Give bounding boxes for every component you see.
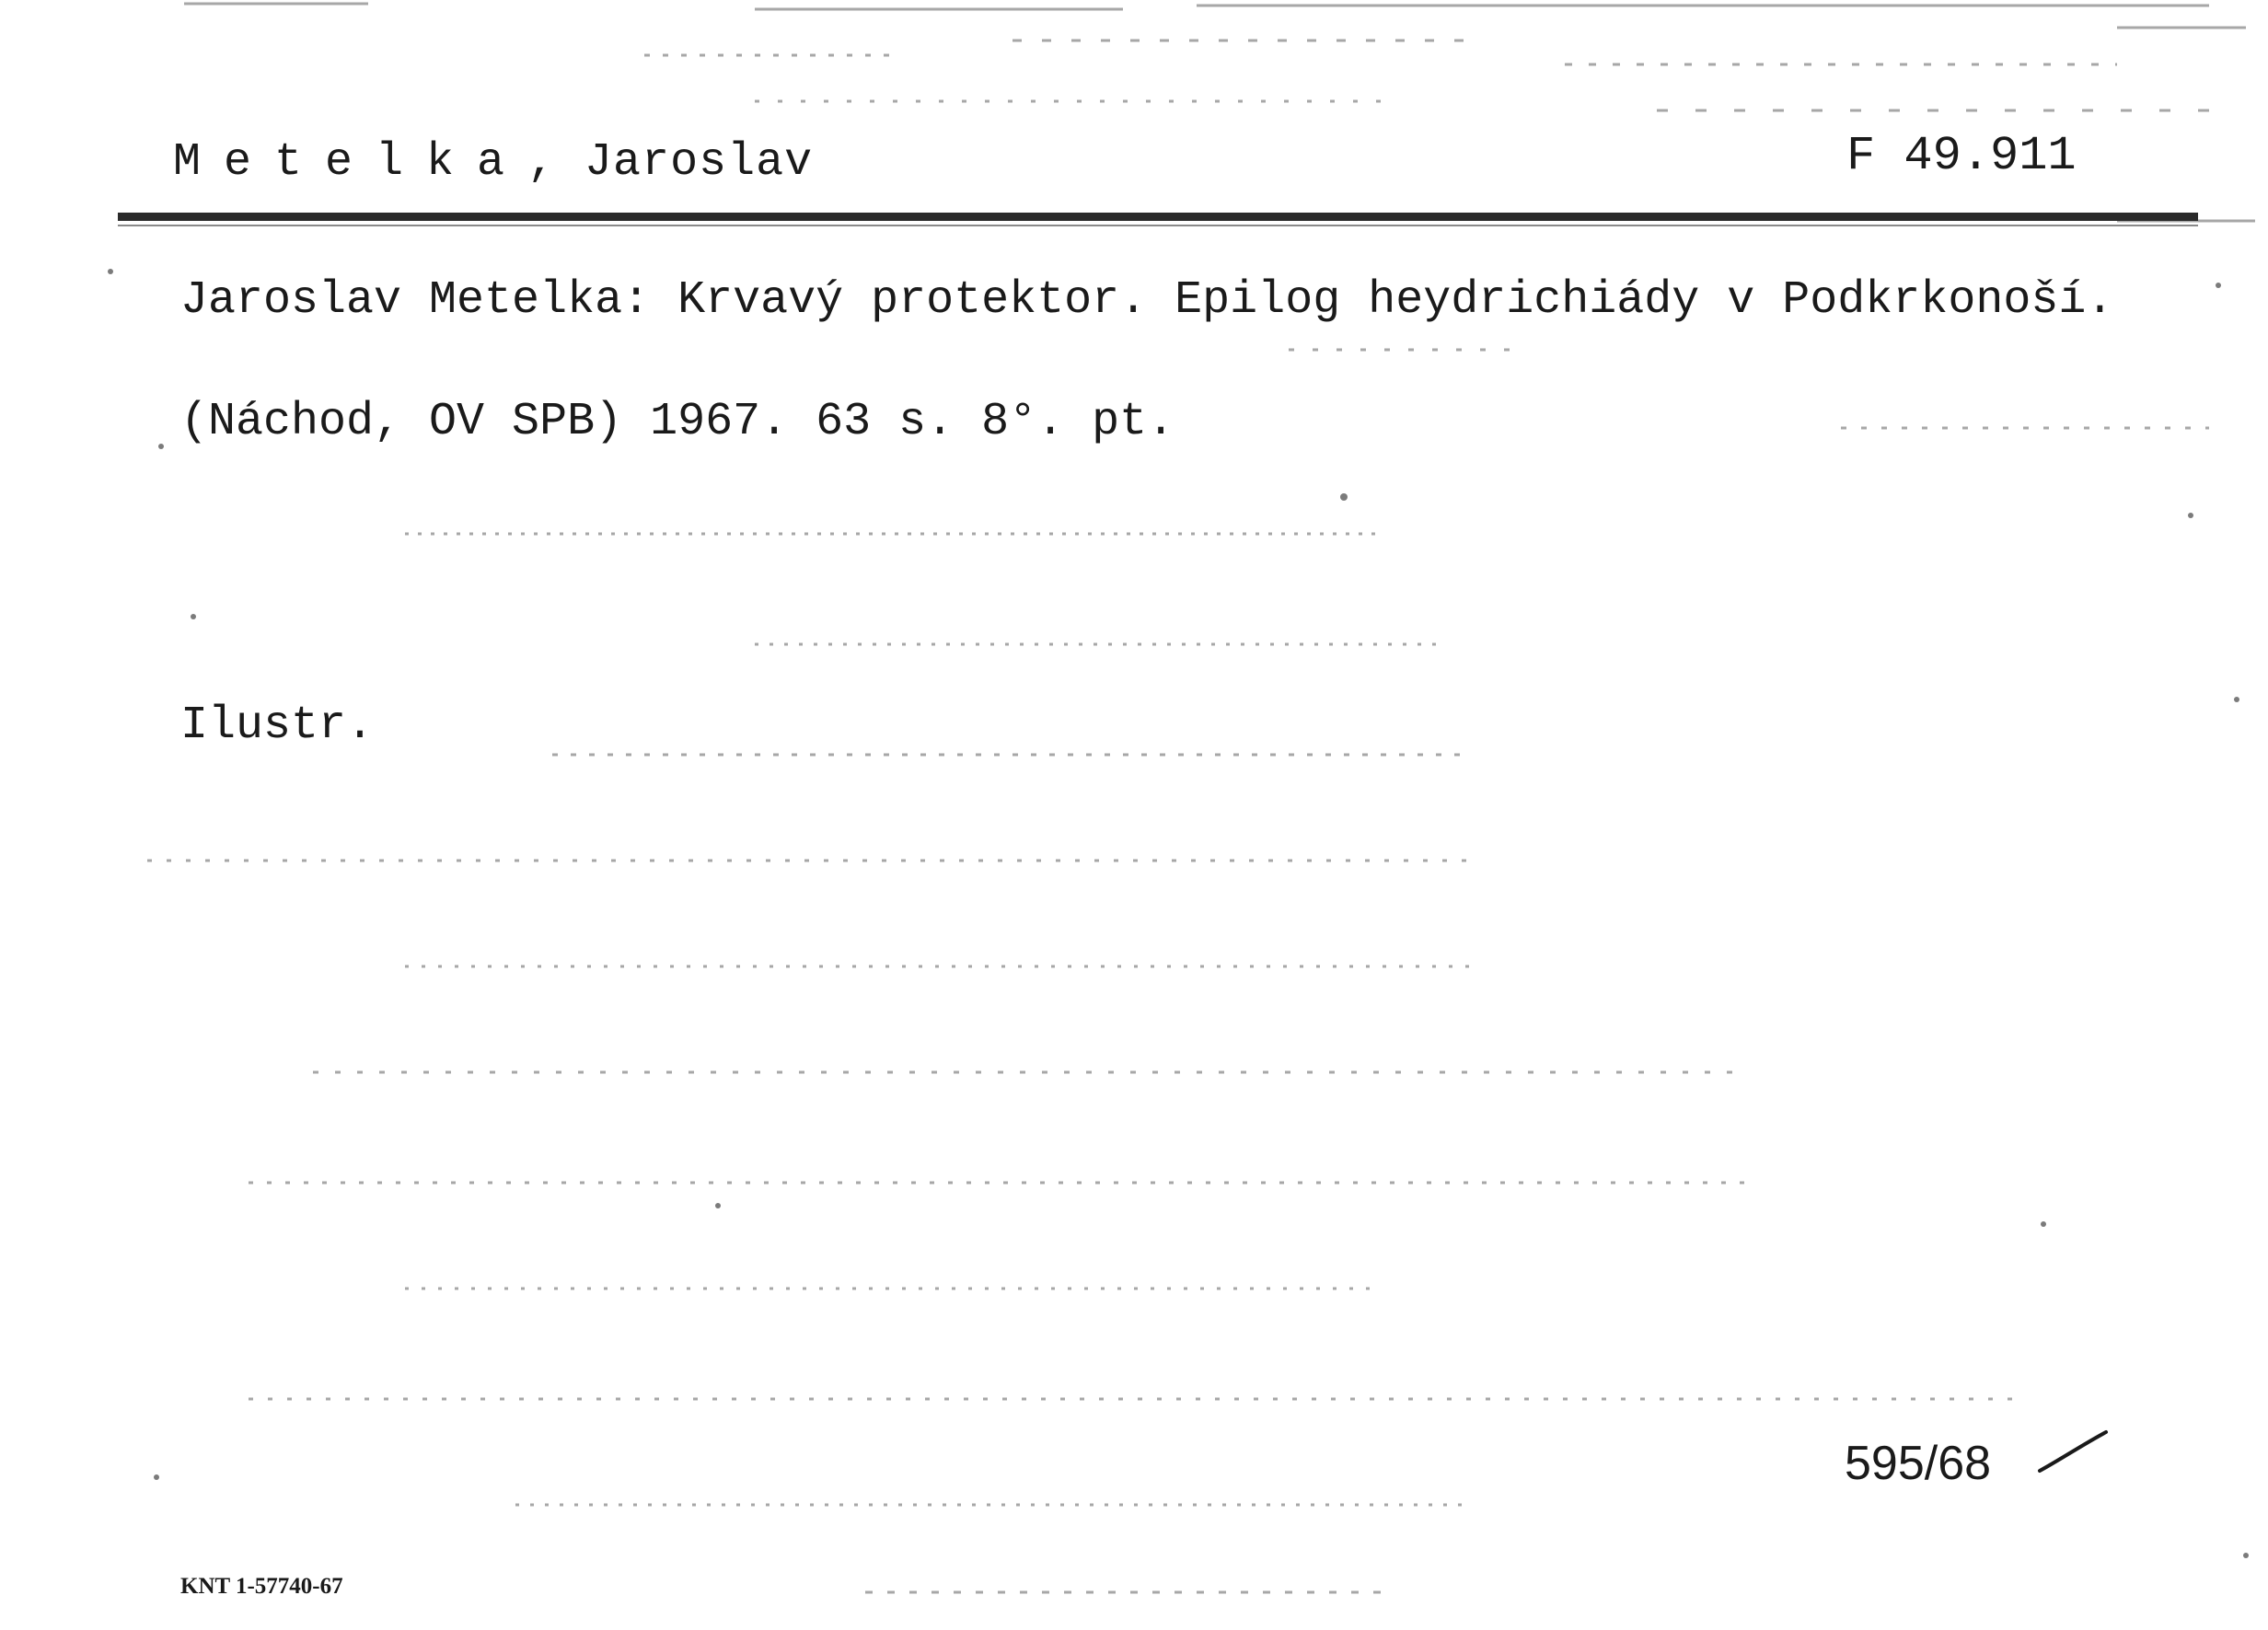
- heading-surname: Metelka: [173, 136, 528, 189]
- heading-forename: , Jaroslav: [527, 136, 814, 189]
- heading-rule: [118, 213, 2198, 221]
- accession-number: 595/68: [1845, 1437, 1992, 1490]
- note-line: Ilustr.: [180, 699, 375, 752]
- heading-author: [173, 136, 813, 189]
- heading-rule-shadow: [118, 225, 2198, 226]
- title-line: Jaroslav Metelka: Krvavý protektor. Epilog heydrichiády v Podkrkonoší.: [180, 274, 2114, 327]
- check-mark-icon: [2036, 1428, 2110, 1474]
- shelfmark: F 49.911: [1846, 129, 2077, 183]
- printer-stamp: KNT 1-57740-67: [180, 1574, 343, 1599]
- imprint-line: (Náchod, OV SPB) 1967. 63 s. 8°. pt.: [180, 396, 1175, 448]
